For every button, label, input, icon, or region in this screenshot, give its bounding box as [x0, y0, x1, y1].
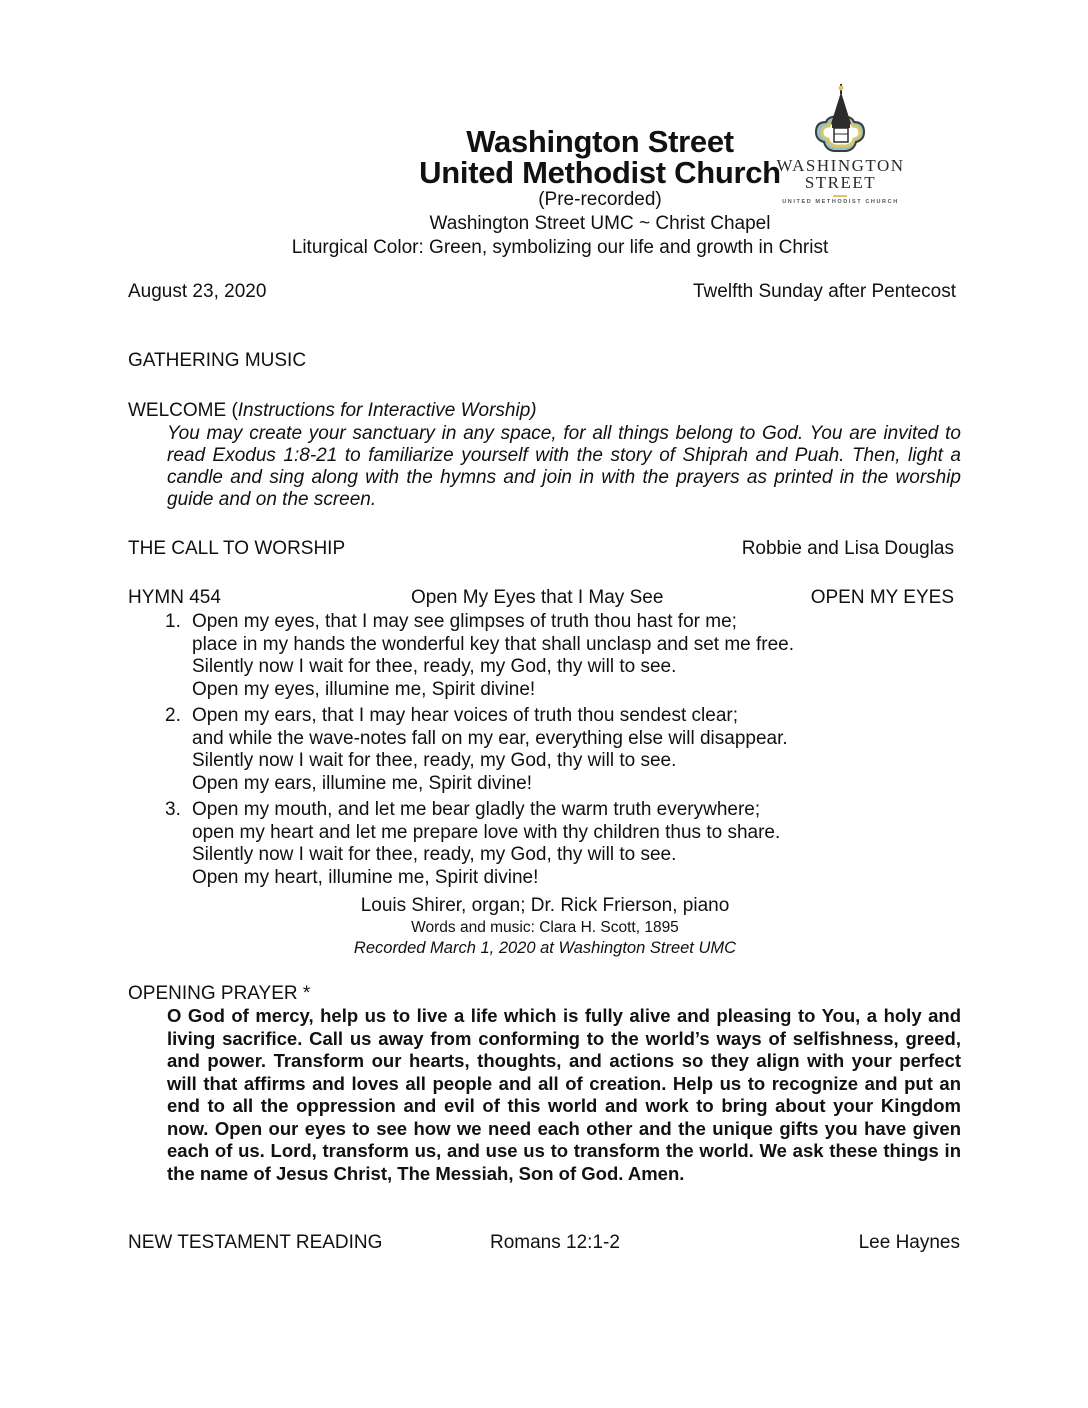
church-logo: [768, 84, 913, 209]
opening-prayer-text: O God of mercy, help us to live a life which is fully alive and pleasing to You, a holy and living sacrifice. Call us away from conforming to the world’s ways of selfishness, greed, and power. Transform our hearts, thoughts, and actions so they align with your perfect will that affirms and loves all people and all of creation. Help us to recognize and put an end to all the oppression and evil of this world and work to bring about your Kingdom now. Open our eyes to see how we need each other and the unique gifts you have given each of us. Lord, transform us, and use us to transform the world. We ask these things in the name of Jesus Christ, The Messiah, Son of God. Amen.: [167, 1005, 961, 1184]
verse-line: Silently now I wait for thee, ready, my God, thy will to see.: [192, 656, 677, 677]
hymn-title: Open My Eyes that I May See: [411, 587, 664, 608]
call-to-worship-leader: Robbie and Lisa Douglas: [741, 538, 954, 559]
verse-line: Open my eyes, that I may see glimpses of truth thou hast for me;: [192, 611, 737, 632]
verse-line: Open my mouth, and let me bear gladly the warm truth everywhere;: [192, 799, 761, 820]
hymn-words-music: Words and music: Clara H. Scott, 1895: [411, 919, 679, 936]
call-to-worship-heading: THE CALL TO WORSHIP: [128, 538, 346, 559]
verse-line: Open my heart, illumine me, Spirit divine!: [192, 866, 539, 888]
logo-word-washington: WASHINGTON: [776, 156, 905, 175]
service-date: August 23, 2020: [128, 281, 267, 302]
verse-line: Silently now I wait for thee, ready, my God, thy will to see.: [192, 750, 677, 771]
subtitle: (Pre-recorded): [538, 189, 662, 210]
gathering-music-heading: GATHERING MUSIC: [128, 350, 307, 371]
nt-reading-heading: NEW TESTAMENT READING: [128, 1232, 383, 1253]
nt-reading-scripture: Romans 12:1-2: [490, 1232, 620, 1253]
verse-line: Open my eyes, illumine me, Spirit divine!: [192, 678, 536, 700]
location: Washington Street UMC ~ Christ Chapel: [429, 213, 771, 234]
verse-number: 2.: [165, 705, 181, 726]
nt-reading-reader: Lee Haynes: [858, 1232, 960, 1253]
verse-line: open my heart and let me prepare love with thy children thus to share.: [192, 821, 781, 843]
hymn-verse-3: [165, 799, 925, 889]
liturgical-sunday: Twelfth Sunday after Pentecost: [693, 281, 956, 302]
hymn-tune: OPEN MY EYES: [810, 587, 954, 608]
welcome-instructions: You may create your sanctuary in any space, for all things belong to God. You are invited to read Exodus 1:8-21 to familiarize yourself with the story of Shiprah and Puah. Then, light a candle and sing along with the hymns and join in with the prayers as printed in the worship guide and on the screen.: [167, 423, 961, 510]
verse-number: 3.: [165, 799, 181, 820]
hymn-number: HYMN 454: [128, 587, 221, 608]
hymn-verse-1: [165, 611, 925, 701]
logo-subline: UNITED METHODIST CHURCH: [782, 199, 899, 205]
hymn-verse-2: [165, 705, 925, 795]
welcome-heading-italic: Instructions for Interactive Worship): [237, 400, 537, 421]
verse-line: Open my ears, that I may hear voices of truth thou sendest clear;: [192, 705, 738, 726]
steeple-icon: [768, 84, 913, 156]
logo-word-street: STREET: [804, 173, 877, 192]
liturgical-color: Liturgical Color: Green, symbolizing our life and growth in Christ: [291, 237, 829, 258]
verse-line: place in my hands the wonderful key that shall unclasp and set me free.: [192, 633, 795, 655]
opening-prayer-heading: OPENING PRAYER *: [128, 983, 311, 1004]
logo-divider: [833, 195, 847, 197]
hymn-recorded: Recorded March 1, 2020 at Washington Street UMC: [353, 939, 737, 957]
church-name-line1: Washington Street: [466, 124, 734, 159]
welcome-heading: [128, 400, 537, 422]
welcome-heading-text: WELCOME (: [128, 400, 238, 421]
verse-number: 1.: [165, 611, 181, 632]
verse-line: and while the wave-notes fall on my ear, everything else will disappear.: [192, 727, 788, 749]
church-name-line2: United Methodist Church: [419, 155, 781, 190]
hymn-performers: Louis Shirer, organ; Dr. Rick Frierson, piano: [360, 895, 730, 916]
verse-line: Silently now I wait for thee, ready, my God, thy will to see.: [192, 844, 677, 865]
verse-line: Open my ears, illumine me, Spirit divine!: [192, 772, 533, 794]
